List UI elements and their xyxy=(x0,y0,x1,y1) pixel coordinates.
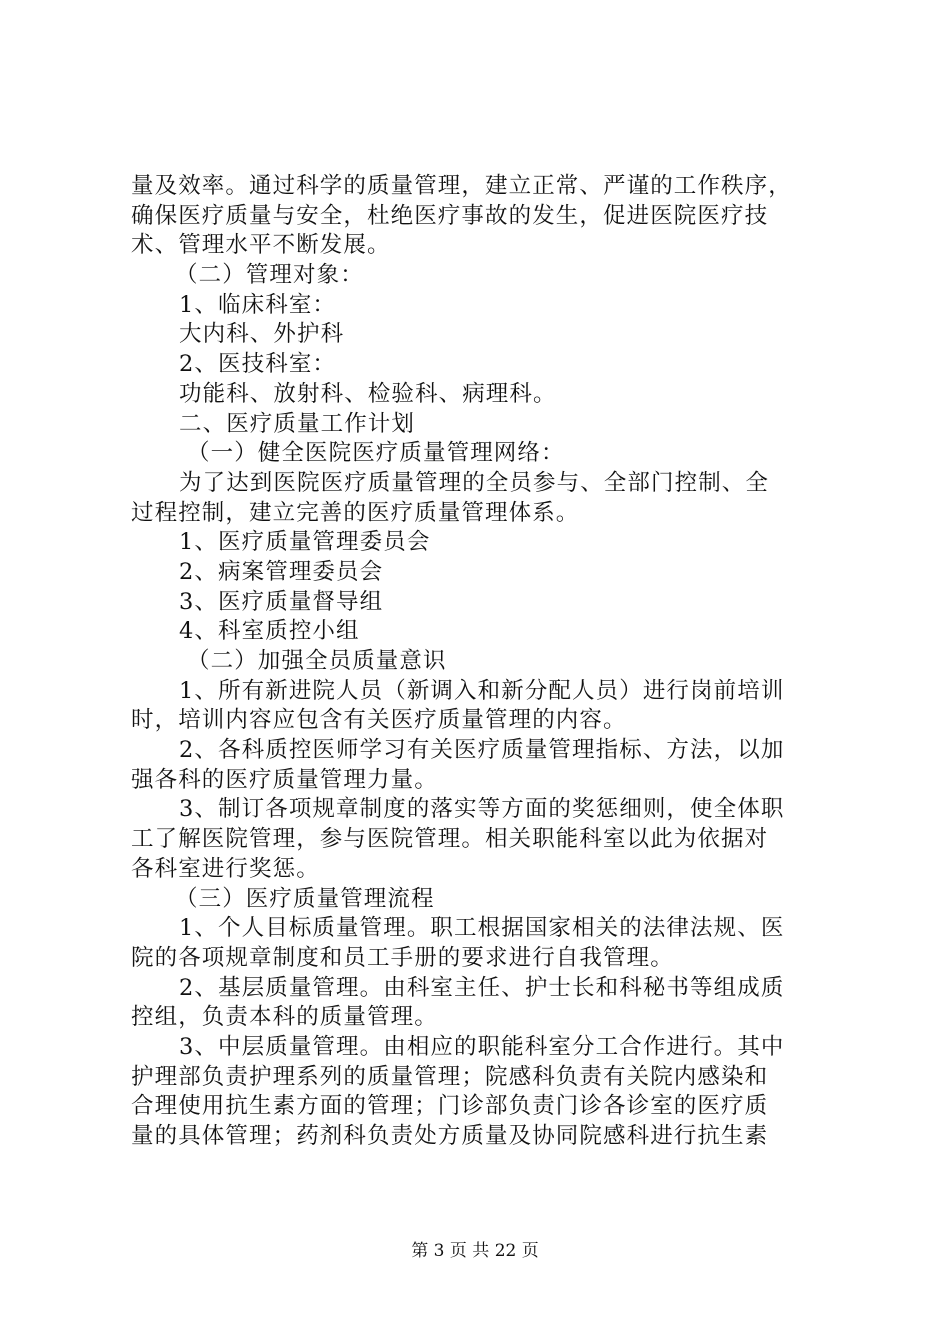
list-item: 2、病案管理委员会 xyxy=(179,558,384,585)
list-item: 1、临床科室： xyxy=(179,291,337,318)
paragraph-line: 时，培训内容应包含有关医疗质量管理的内容。 xyxy=(131,707,627,734)
section-heading: （二）加强全员质量意识 xyxy=(187,648,447,674)
paragraph-line: 1、所有新进院人员（新调入和新分配人员）进行岗前培训 xyxy=(179,677,785,704)
paragraph-line: 功能科、放射科、检验科、病理科。 xyxy=(179,380,557,407)
paragraph-line: 确保医疗质量与安全，杜绝医疗事故的发生，促进医院医疗技 xyxy=(131,202,769,229)
paragraph-line: 工了解医院管理，参与医院管理。相关职能科室以此为依据对 xyxy=(131,826,769,853)
paragraph-line: 2、各科质控医师学习有关医疗质量管理指标、方法，以加 xyxy=(179,737,785,764)
paragraph-line: 2、基层质量管理。由科室主任、护士长和科秘书等组成质 xyxy=(179,974,785,1001)
document-body xyxy=(131,172,831,1152)
list-item: 1、医疗质量管理委员会 xyxy=(179,529,431,556)
section-heading: （二）管理对象： xyxy=(175,262,364,289)
paragraph-line: 控组，负责本科的质量管理。 xyxy=(131,1004,438,1031)
paragraph-line: 强各科的医疗质量管理力量。 xyxy=(131,766,438,793)
paragraph-line: 护理部负责护理系列的质量管理；院感科负责有关院内感染和 xyxy=(131,1063,769,1090)
section-heading: （三）医疗质量管理流程 xyxy=(175,885,435,912)
paragraph-line: 院的各项规章制度和员工手册的要求进行自我管理。 xyxy=(131,944,674,971)
paragraph-line: 合理使用抗生素方面的管理；门诊部负责门诊各诊室的医疗质 xyxy=(131,1093,769,1120)
paragraph-line: 3、中层质量管理。由相应的职能科室分工合作进行。其中 xyxy=(179,1033,785,1060)
list-item: 4、科室质控小组 xyxy=(179,618,360,645)
list-item: 2、医技科室： xyxy=(179,351,337,378)
paragraph-line: 术、管理水平不断发展。 xyxy=(131,232,391,259)
section-heading: （一）健全医院医疗质量管理网络： xyxy=(187,440,565,467)
paragraph-line: 量及效率。通过科学的质量管理，建立正常、严谨的工作秩序， xyxy=(131,173,792,199)
paragraph-line: 大内科、外护科 xyxy=(179,321,345,348)
paragraph-line: 3、制订各项规章制度的落实等方面的奖惩细则，使全体职 xyxy=(179,796,785,823)
section-heading: 二、医疗质量工作计划 xyxy=(179,410,416,437)
paragraph-line: 量的具体管理；药剂科负责处方质量及协同院感科进行抗生素 xyxy=(131,1123,769,1149)
page-number-footer: 第 3 页 共 22 页 xyxy=(411,1241,539,1261)
paragraph-line: 1、个人目标质量管理。职工根据国家相关的法律法规、医 xyxy=(179,915,785,942)
list-item: 3、医疗质量督导组 xyxy=(179,588,384,615)
paragraph-line: 为了达到医院医疗质量管理的全员参与、全部门控制、全 xyxy=(179,469,770,496)
paragraph-line: 过程控制，建立完善的医疗质量管理体系。 xyxy=(131,499,580,526)
paragraph-line: 各科室进行奖惩。 xyxy=(131,855,320,882)
